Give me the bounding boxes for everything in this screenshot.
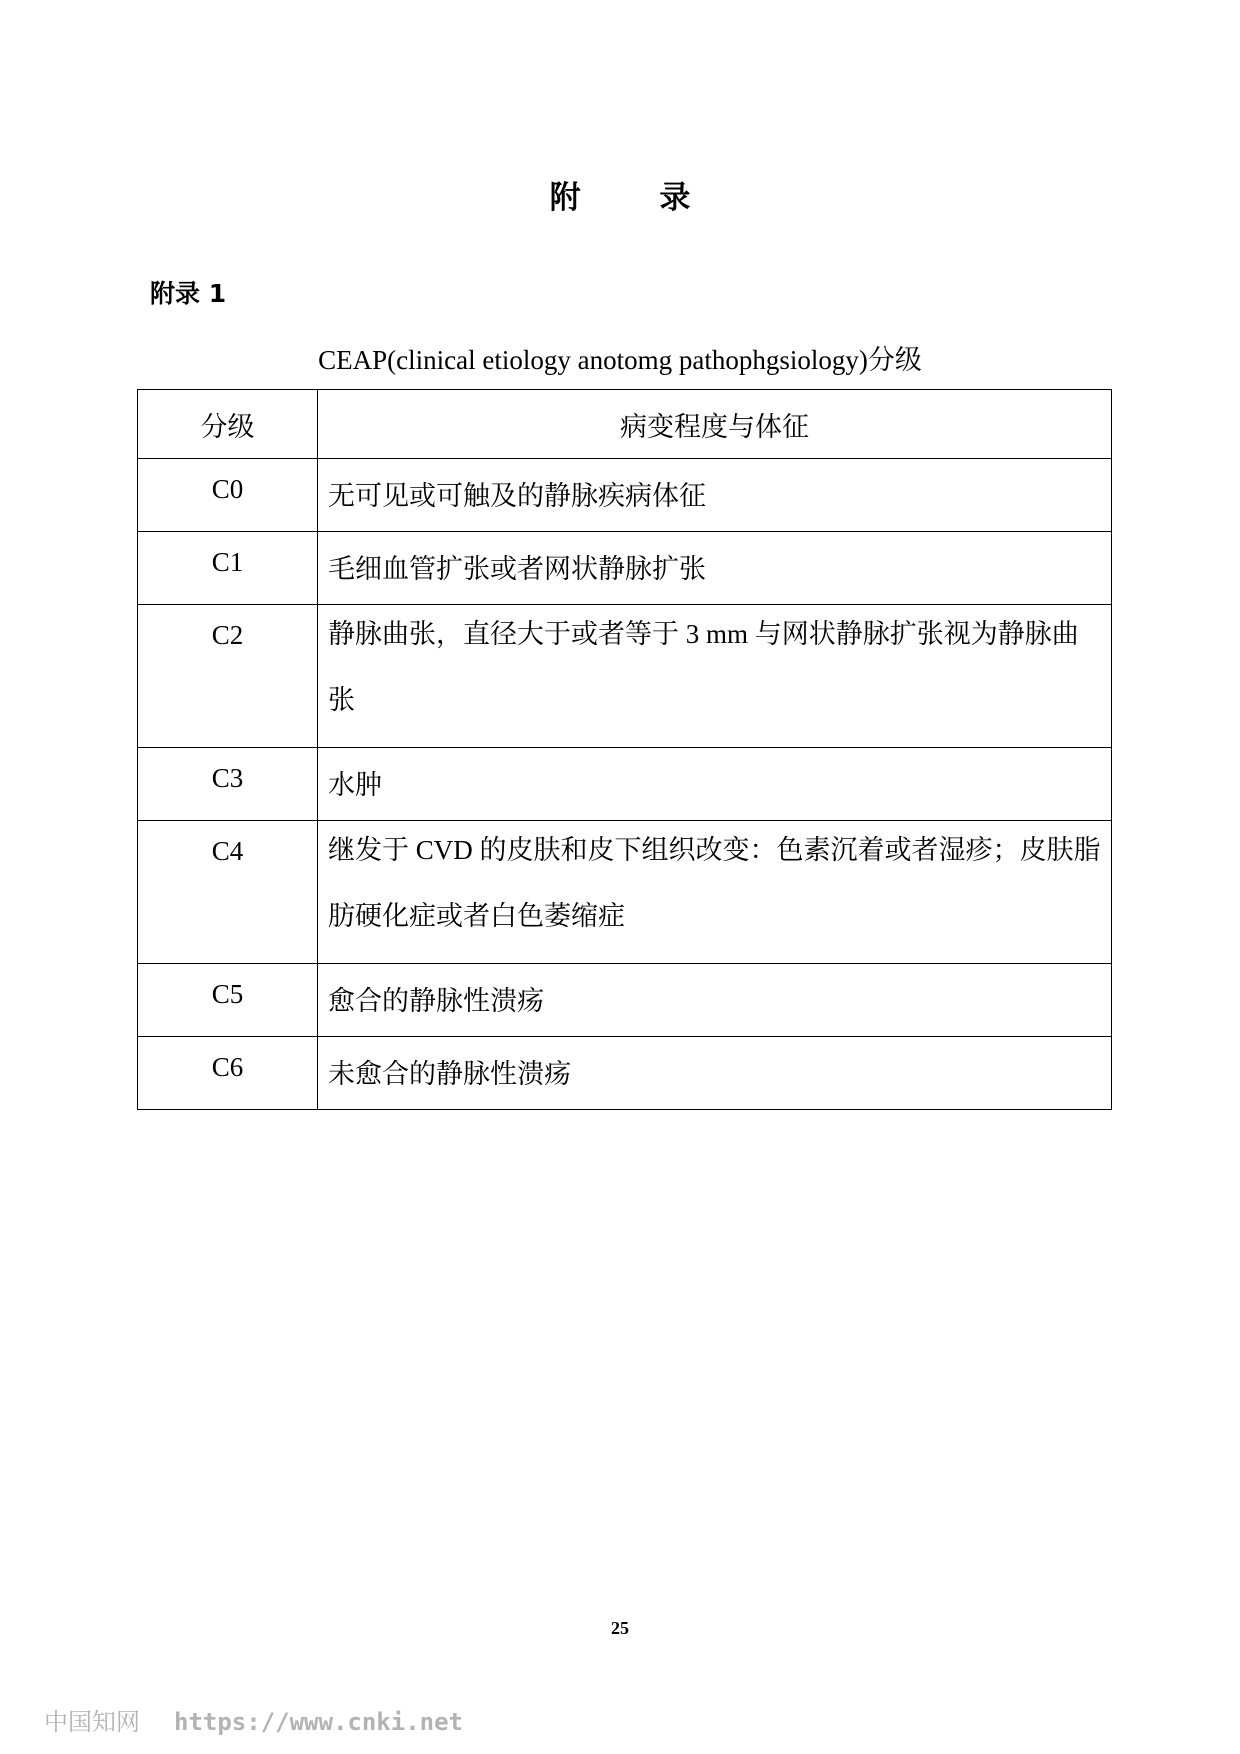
grade-cell: C2: [138, 605, 318, 748]
table-row: [138, 964, 1112, 1037]
description-cell: [318, 605, 1112, 748]
page-number: 25: [611, 1618, 629, 1638]
description-text: 未愈合的静脉性溃疡: [328, 1059, 571, 1089]
ceap-grade-table: [137, 389, 1112, 1110]
grade-cell: C4: [138, 821, 318, 964]
description-text: 毛细血管扩张或者网状静脉扩张: [328, 554, 706, 584]
description-cell: [318, 459, 1112, 532]
description-cell: [318, 1037, 1112, 1110]
table-row: [138, 605, 1112, 748]
grade-cell: C5: [138, 964, 318, 1037]
description-cell: [318, 964, 1112, 1037]
grade-cell: C1: [138, 532, 318, 605]
description-text: 静脉曲张，直径大于或者等于 3 mm 与网状静脉扩张视为静脉曲张: [328, 619, 1079, 715]
table-row: [138, 532, 1112, 605]
description-text: 继发于 CVD 的皮肤和皮下组织改变：色素沉着或者湿疹；皮肤脂肪硬化症或者白色萎缩症: [328, 835, 1101, 931]
appendix-label: 附录 1: [150, 279, 227, 308]
cnki-watermark: [44, 1702, 463, 1737]
description-cell: [318, 532, 1112, 605]
description-text: 愈合的静脉性溃疡: [328, 986, 544, 1016]
grade-cell: C3: [138, 748, 318, 821]
header-grade: 分级: [138, 390, 318, 459]
description-cell: [318, 821, 1112, 964]
appendix-title: 附 录: [549, 180, 725, 216]
description-cell: [318, 748, 1112, 821]
header-description: 病变程度与体征: [318, 390, 1112, 459]
table-header-row: [138, 390, 1112, 459]
table-caption: CEAP(clinical etiology anotomg pathophgsiology)分级: [318, 345, 922, 375]
grade-cell: C0: [138, 459, 318, 532]
description-text: 水肿: [328, 770, 382, 800]
table-row: [138, 459, 1112, 532]
watermark-url: https://www.cnki.net: [174, 1708, 463, 1736]
grade-cell: C6: [138, 1037, 318, 1110]
table-row: [138, 821, 1112, 964]
watermark-name: 中国知网: [44, 1708, 140, 1736]
table-row: [138, 1037, 1112, 1110]
description-text: 无可见或可触及的静脉疾病体征: [328, 481, 706, 511]
table-row: [138, 748, 1112, 821]
